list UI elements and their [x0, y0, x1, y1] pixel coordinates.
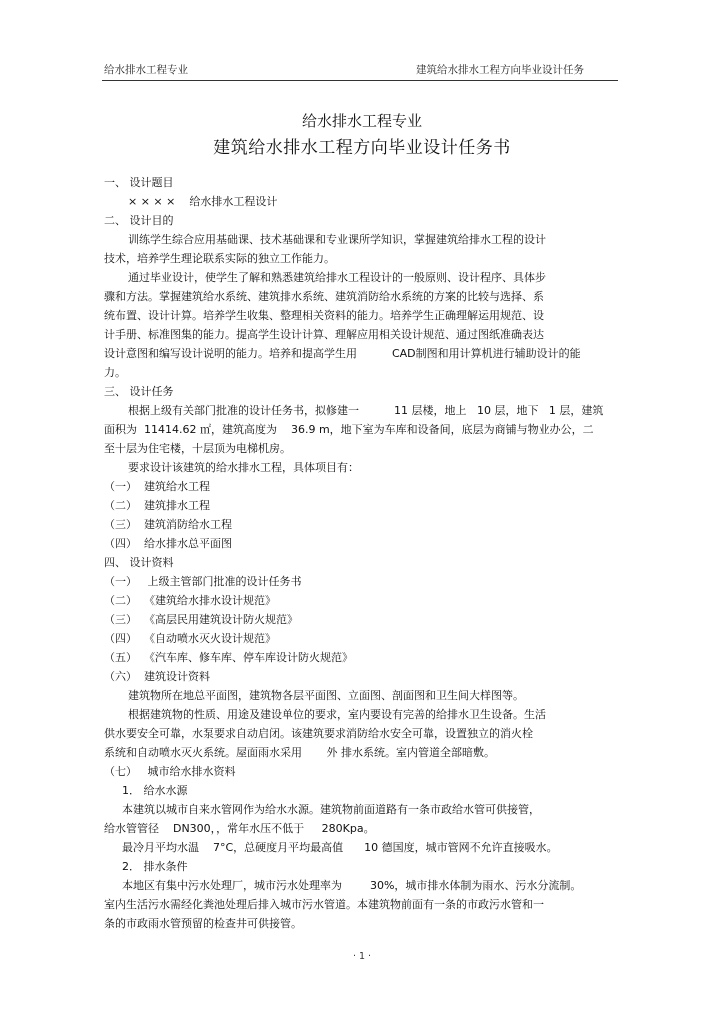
- task-requirement: 要求设计该建筑的给水排水工程，具体项目有：: [128, 461, 359, 474]
- drainage-line-3: 条的市政雨水管预留的检查井可供接管。: [104, 917, 302, 930]
- water-source-heading: 1． 给水水源: [122, 784, 188, 797]
- materials-item-4: （四） 《自动喷水灭火设计规范》: [104, 632, 276, 645]
- task-paragraph-line-1: 根据上级有关部门批准的设计任务书，拟修建一 11 层楼，地上 10 层，地下 1 层，建筑: [128, 404, 604, 417]
- task-item-4: （四） 给水排水总平面图: [104, 537, 232, 550]
- purpose-paragraph-2-line-3: 统布置、设计计算。培养学生收集、整理相关资料的能力。培养学生正确理解运用规范、设: [104, 309, 544, 322]
- document-title-line2: 建筑给水排水工程方向毕业设计任务书: [213, 138, 511, 158]
- purpose-paragraph-2-line-5: 设计意图和编写设计说明的能力。培养和提高学生用 CAD制图和用计算机进行辅助设计的能: [104, 347, 581, 360]
- purpose-paragraph-2-line-1: 通过毕业设计，使学生了解和熟悉建筑给排水工程设计的一般原则、设计程序、具体步: [128, 271, 546, 284]
- water-source-line-1: 本建筑以城市自来水管网作为给水水源。建筑物前面道路有一条市政给水管可供接管，: [122, 803, 540, 816]
- materials-item-6: （六） 建筑设计资料: [104, 670, 210, 683]
- task-item-2: （二） 建筑排水工程: [104, 499, 210, 512]
- section-heading-topic: 一、 设计题目: [104, 176, 174, 189]
- materials-item-2: （二） 《建筑给水排水设计规范》: [104, 594, 276, 607]
- materials-item-7: （七） 城市给水排水资料: [104, 765, 236, 778]
- building-data-line-3: 供水要安全可靠，水泵要求自动启闭。该建筑要求消防给水安全可靠，设置独立的消火栓: [104, 727, 533, 740]
- running-header-left: 给水排水工程专业: [104, 64, 188, 76]
- section-heading-materials: 四、 设计资料: [104, 556, 174, 569]
- purpose-paragraph-1-line-2: 技术，培养学生理论联系实际的独立工作能力。: [104, 252, 335, 265]
- topic-text: × × × × 给水排水工程设计: [128, 195, 278, 208]
- document-title-line1: 给水排水工程专业: [301, 112, 422, 130]
- purpose-paragraph-2-line-2: 骤和方法。掌握建筑给水系统、建筑排水系统、建筑消防给水系统的方案的比较与选择、系: [104, 290, 544, 303]
- running-header-right: 建筑给水排水工程方向毕业设计任务: [416, 64, 584, 76]
- materials-item-5: （五） 《汽车库、修车库、停车库设计防火规范》: [104, 651, 353, 664]
- drainage-heading: 2． 排水条件: [122, 860, 188, 873]
- task-paragraph-line-3: 至十层为住宅楼，十层顶为电梯机房。: [104, 442, 291, 455]
- purpose-paragraph-2-line-6: 力。: [104, 366, 126, 379]
- purpose-paragraph-2-line-4: 计手册、标准图集的能力。提高学生设计计算、理解应用相关设计规范、通过图纸准确表达: [104, 328, 544, 341]
- water-source-line-2: 给水管管径 DN300，，常年水压不低于 280Kpa。: [104, 822, 375, 835]
- building-data-line-1: 建筑物所在地总平面图，建筑物各层平面图、立面图、剖面图和卫生间大样图等。: [128, 689, 524, 702]
- page-number: · 1 ·: [352, 951, 372, 962]
- header-rule: [102, 80, 618, 81]
- section-heading-task: 三、 设计任务: [104, 385, 174, 398]
- drainage-line-1: 本地区有集中污水处理厂，城市污水处理率为 30%，城市排水体制为雨水、污水分流制。: [122, 879, 582, 892]
- section-heading-purpose: 二、 设计目的: [104, 214, 174, 227]
- building-data-line-4: 系统和自动喷水灭火系统。屋面雨水采用 外 排水系统。室内管道全部暗敷。: [104, 746, 495, 759]
- task-item-1: （一） 建筑给水工程: [104, 480, 210, 493]
- task-item-3: （三） 建筑消防给水工程: [104, 518, 232, 531]
- water-source-line-3: 最冷月平均水温 7°C，总硬度月平均最高值 10 德国度，城市管网不允许直接吸水。: [122, 841, 558, 854]
- task-paragraph-line-2: 面积为 11414.62 ㎡，建筑高度为 36.9 m，地下室为车库和设备间，底层为商铺与物业办公，二: [104, 423, 594, 436]
- materials-item-1: （一） 上级主管部门批准的设计任务书: [104, 575, 302, 588]
- materials-item-3: （三） 《高层民用建筑设计防火规范》: [104, 613, 298, 626]
- purpose-paragraph-1-line-1: 训练学生综合应用基础课、技术基础课和专业课所学知识，掌握建筑给排水工程的设计: [128, 233, 546, 246]
- drainage-line-2: 室内生活污水需经化粪池处理后排入城市污水管道。本建筑物前面有一条的市政污水管和一: [104, 898, 544, 911]
- building-data-line-2: 根据建筑物的性质、用途及建设单位的要求，室内要设有完善的给排水卫生设备。生活: [128, 708, 546, 721]
